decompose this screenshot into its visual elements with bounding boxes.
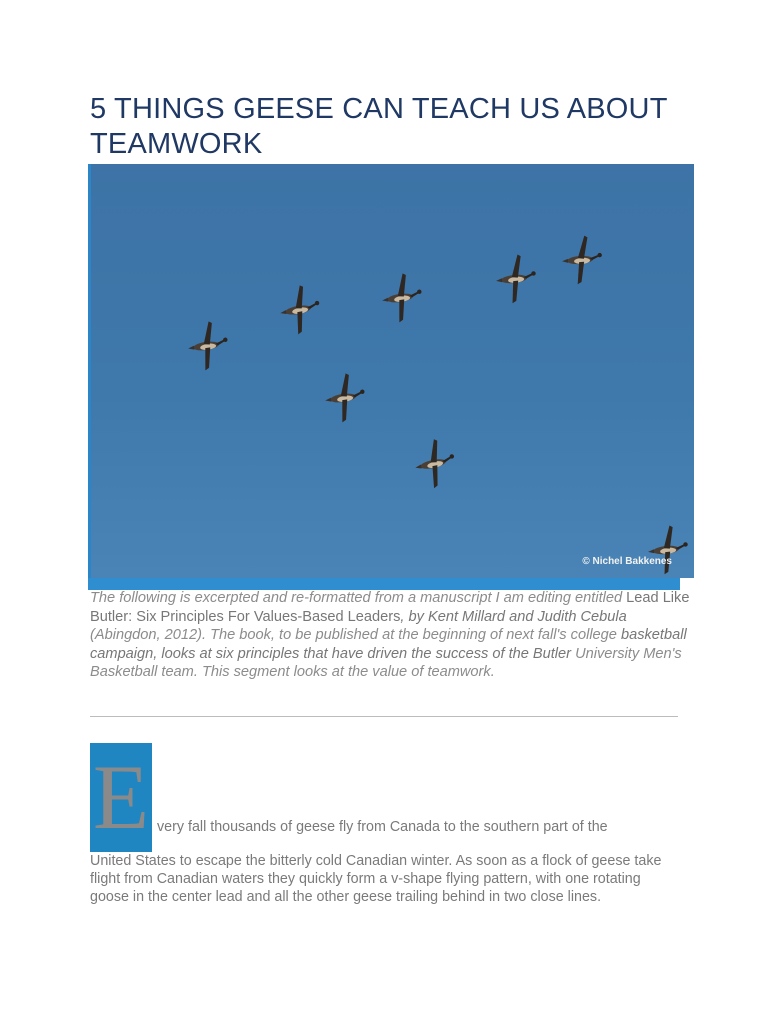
goose <box>494 253 539 305</box>
hero-image <box>88 164 694 590</box>
section-divider <box>90 716 678 717</box>
intro-text: The following is excerpted and re-formatted from a manuscript I am editing entitled <box>90 590 627 606</box>
photo-edge <box>88 164 91 578</box>
geese-flock <box>88 164 694 578</box>
goose <box>646 524 691 576</box>
goose <box>185 319 231 372</box>
book-title: Lead Like Butler: Six Principles For Values-Based Leaders <box>90 590 690 625</box>
goose <box>560 235 603 286</box>
geese-photo <box>88 164 694 578</box>
book-authors: , by Kent Millard and Judith Cebula <box>400 608 627 625</box>
intro-end: University Men's Basketball team. This segment looks at the value of teamwork. <box>90 645 682 680</box>
goose <box>410 436 459 491</box>
drop-cap-letter: E <box>92 746 150 848</box>
drop-cap <box>90 743 152 852</box>
article-title: 5 THINGS GEESE CAN TEACH US ABOUT TEAMWORK <box>90 93 668 160</box>
goose <box>276 283 324 337</box>
body-first-line: very fall thousands of geese fly from Canada to the southern part of the <box>157 819 608 835</box>
photo-credit: © Nichel Bakkenes <box>582 556 672 567</box>
body-paragraph: United States to escape the bitterly cold Canadian winter. As soon as a flock of geese take flight from Canadian waters they quickly form a v-shape flying pattern, with one rotating goose in the center lead and all the other geese trailing behind in two close lines. <box>90 853 662 905</box>
goose <box>379 271 425 324</box>
intro-highlight: basketball campaign, looks at six principles that have driven the success of the Butler <box>90 627 687 662</box>
intro-publisher: (Abingdon, 2012). The book, to be published at the beginning of next fall's college <box>90 627 621 643</box>
goose <box>322 371 368 424</box>
intro-paragraph <box>90 589 690 682</box>
